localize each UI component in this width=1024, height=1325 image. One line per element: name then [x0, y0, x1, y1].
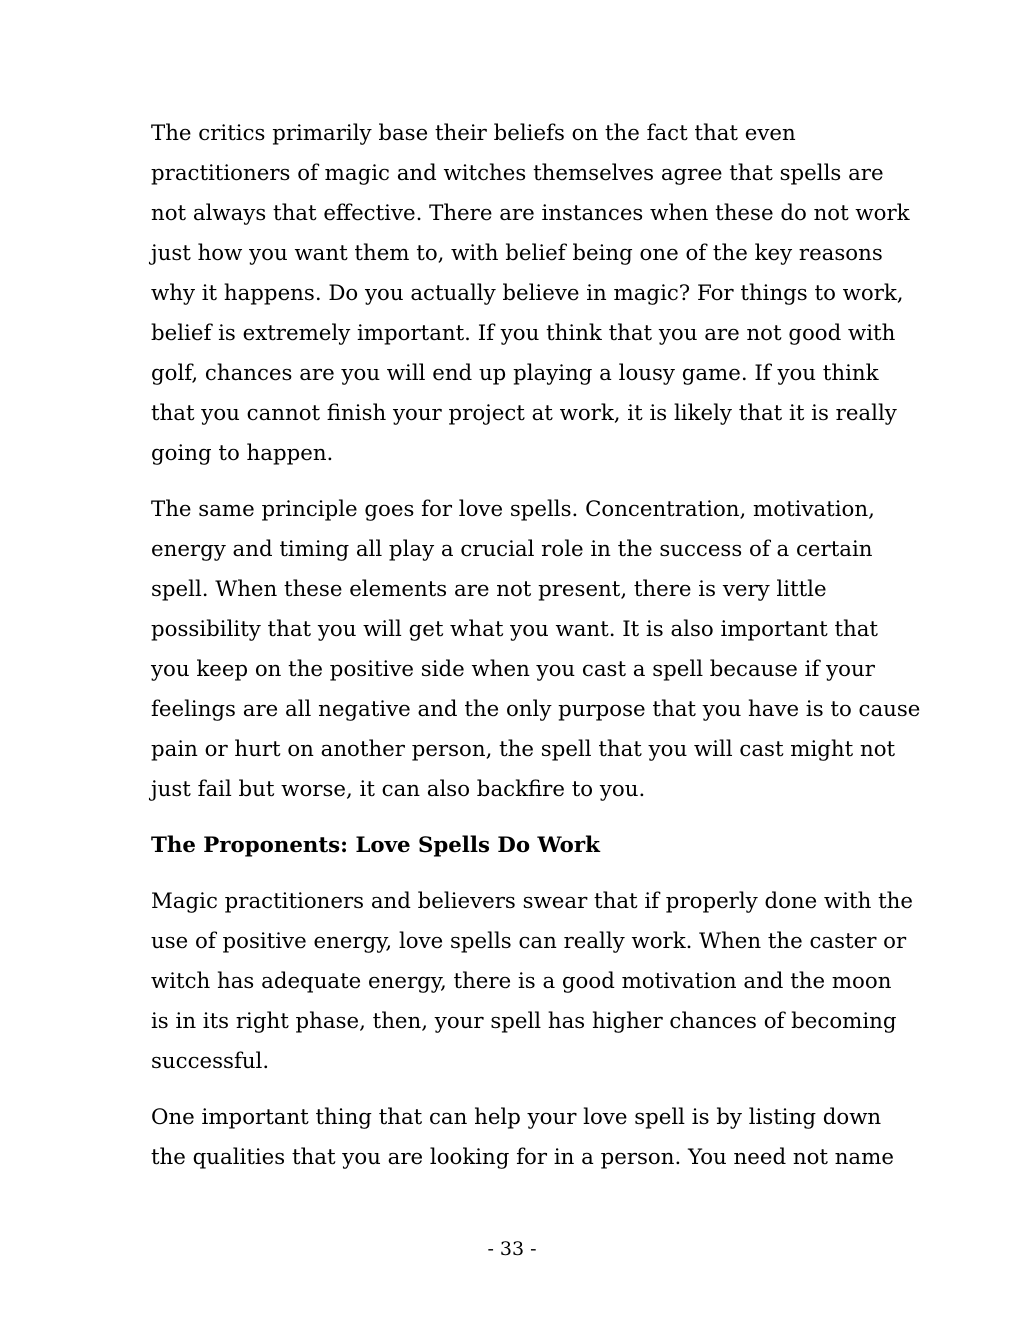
text-line: feelings are all negative and the only purpose that you have is to cause: [151, 697, 921, 722]
paragraph-important-thing: [151, 1098, 894, 1178]
text-line: golf, chances are you will end up playing a lousy game. If you think: [151, 361, 879, 386]
paragraph-critics: [151, 114, 910, 474]
page-number: - 33 -: [487, 1238, 537, 1260]
text-line: why it happens. Do you actually believe in magic? For things to work,: [151, 281, 904, 306]
text-line: you keep on the positive side when you cast a spell because if your: [151, 657, 875, 682]
text-line: possibility that you will get what you want. It is also important that: [151, 617, 878, 642]
text-line: is in its right phase, then, your spell has higher chances of becoming: [151, 1009, 897, 1034]
text-line: the qualities that you are looking for in a person. You need not name: [151, 1145, 894, 1170]
text-line: witch has adequate energy, there is a good motivation and the moon: [151, 969, 892, 994]
text-line: just how you want them to, with belief being one of the key reasons: [151, 241, 883, 266]
text-line: successful.: [151, 1049, 270, 1074]
text-line: belief is extremely important. If you think that you are not good with: [151, 321, 896, 346]
text-line: energy and timing all play a crucial role in the success of a certain: [151, 537, 873, 562]
text-line: The critics primarily base their beliefs on the fact that even: [151, 121, 796, 146]
text-line: One important thing that can help your love spell is by listing down: [151, 1105, 882, 1130]
text-line: pain or hurt on another person, the spell that you will cast might not: [151, 737, 896, 762]
text-line: spell. When these elements are not present, there is very little: [151, 577, 827, 602]
paragraph-same-principle: [151, 490, 921, 810]
section-heading: The Proponents: Love Spells Do Work: [151, 833, 600, 858]
text-line: just fail but worse, it can also backfire to you.: [151, 777, 646, 802]
page-content: [151, 114, 921, 1178]
paragraph-proponents: [151, 882, 913, 1082]
text-line: Magic practitioners and believers swear that if properly done with the: [151, 889, 913, 914]
text-line: The same principle goes for love spells. Concentration, motivation,: [151, 497, 875, 522]
text-line: practitioners of magic and witches themselves agree that spells are: [151, 161, 884, 186]
text-line: going to happen.: [151, 441, 334, 466]
text-line: use of positive energy, love spells can really work. When the caster or: [151, 929, 907, 954]
text-line: that you cannot finish your project at work, it is likely that it is really: [151, 401, 897, 426]
text-line: not always that effective. There are instances when these do not work: [151, 201, 910, 226]
